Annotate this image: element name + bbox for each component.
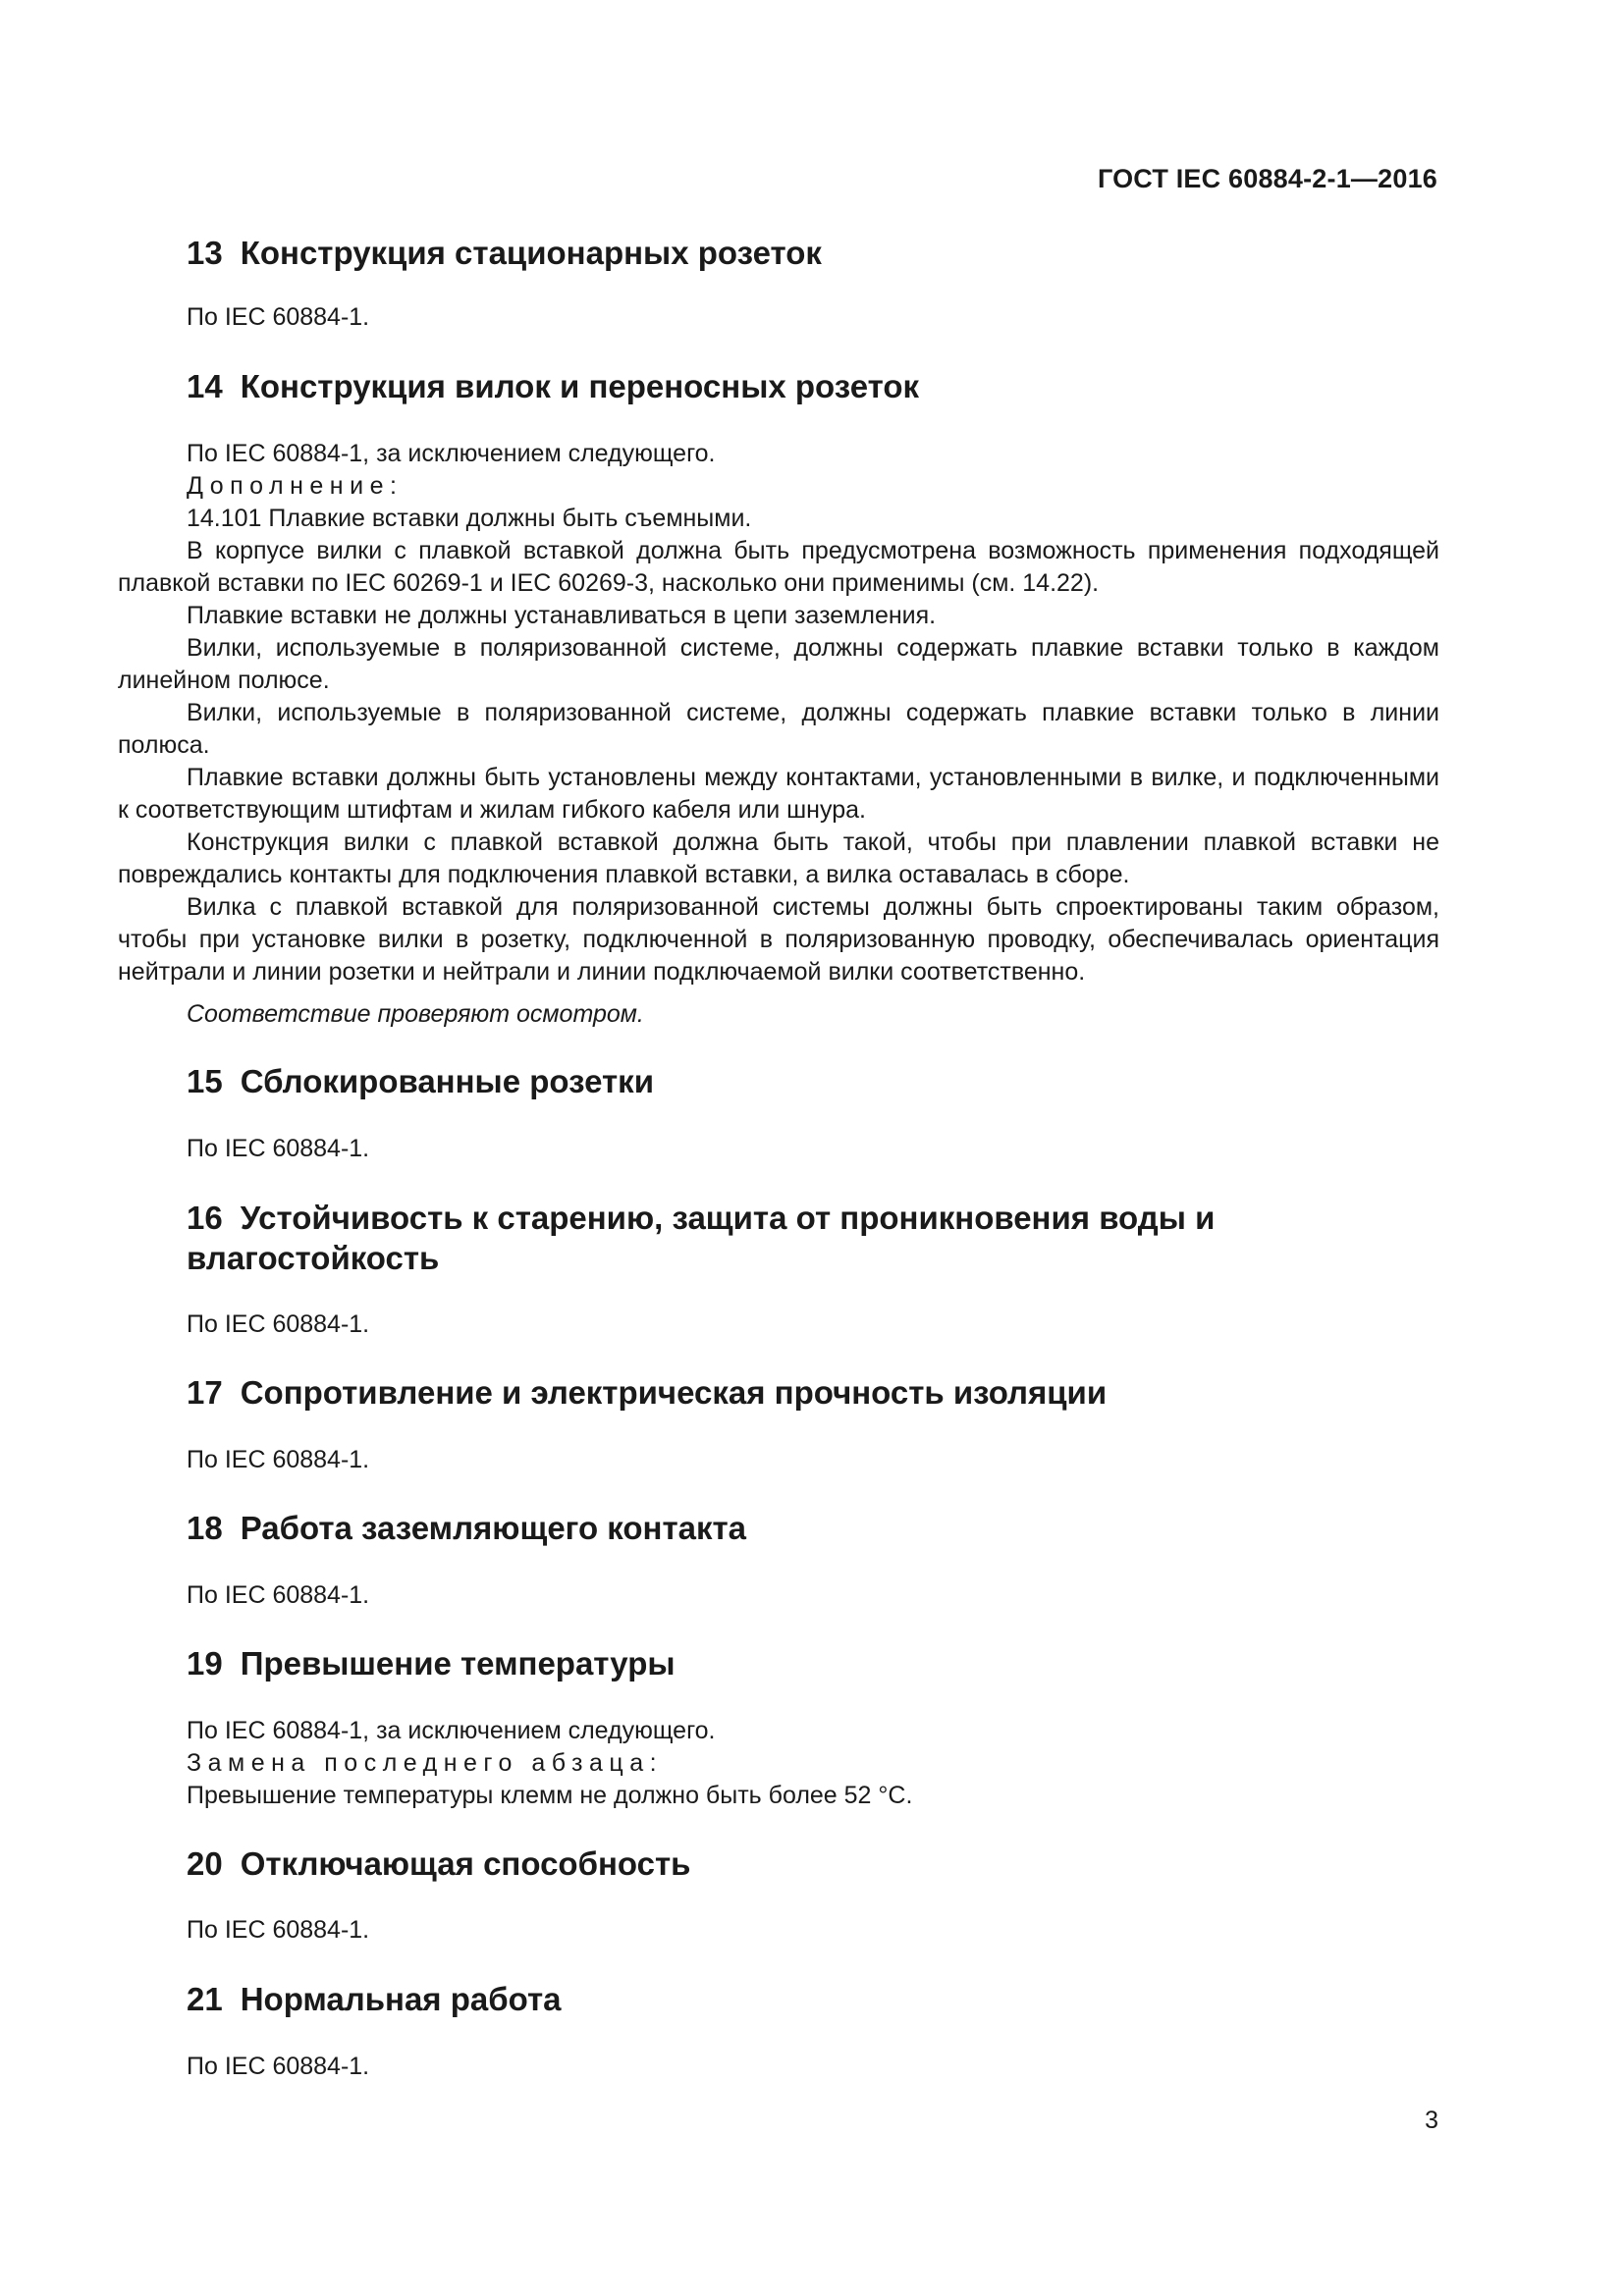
- section-title: Устойчивость к старению, защита от проникновения воды и влагостойкость: [187, 1200, 1216, 1276]
- section-18-text: По IEC 60884-1.: [187, 1581, 370, 1609]
- section-14-amendment-label: Дополнение:: [187, 472, 404, 500]
- section-20-text: По IEC 60884-1.: [187, 1916, 370, 1944]
- section-13-heading: [187, 233, 1439, 273]
- section-title: Отключающая способность: [240, 1845, 691, 1882]
- section-title: Превышение температуры: [240, 1645, 676, 1682]
- section-14-paragraph: Вилки, используемые в поляризованной системе, должны содержать плавкие вставки только в линии полюса.: [118, 699, 1439, 759]
- section-number: 18: [187, 1510, 223, 1546]
- section-title: Нормальная работа: [240, 1981, 562, 2017]
- section-15-text: По IEC 60884-1.: [187, 1135, 370, 1162]
- section-20-heading: [187, 1843, 1439, 1884]
- section-21-text: По IEC 60884-1.: [187, 2053, 370, 2080]
- section-number: 17: [187, 1374, 223, 1411]
- section-14-paragraph: Вилка с плавкой вставкой для поляризованной системы должны быть спроектированы таким образом, чтобы при установке вилки в розетку, подключенной в поляризованную проводку, обеспечивалась ориентация нейтрали и линии розетки и нейтрали и линии подключаемой вилки соответственно.: [118, 893, 1439, 986]
- section-number: 13: [187, 235, 223, 271]
- section-title: Конструкция вилок и переносных розеток: [240, 368, 920, 404]
- section-14-clause: 14.101 Плавкие вставки должны быть съемными.: [187, 505, 752, 532]
- section-number: 16: [187, 1200, 223, 1236]
- section-14-paragraph: По IEC 60884-1, за исключением следующего.: [187, 440, 716, 467]
- section-14-paragraph: Плавкие вставки должны быть установлены между контактами, установленными в вилке, и подключенными к соответствующим штифтам и жилам гибкого кабеля или шнура.: [118, 764, 1439, 824]
- section-19-amendment-label: Замена последнего абзаца:: [187, 1749, 664, 1777]
- section-14-paragraph: Конструкция вилки с плавкой вставкой должна быть такой, чтобы при плавлении плавкой вставки не повреждались контакты для подключения плавкой вставки, а вилка оставалась в сборе.: [118, 828, 1439, 888]
- section-19-paragraph: По IEC 60884-1, за исключением следующего.: [187, 1717, 716, 1744]
- section-title: Сблокированные розетки: [240, 1063, 654, 1099]
- section-21-heading: [187, 1979, 1439, 2019]
- section-16-text: По IEC 60884-1.: [187, 1310, 370, 1338]
- section-title: Конструкция стационарных розеток: [240, 235, 822, 271]
- section-number: 14: [187, 368, 223, 404]
- section-title: Сопротивление и электрическая прочность изоляции: [240, 1374, 1108, 1411]
- section-14-compliance-note: Соответствие проверяют осмотром.: [187, 1000, 644, 1028]
- section-17-heading: [187, 1372, 1439, 1413]
- section-14-paragraph: Вилки, используемые в поляризованной системе, должны содержать плавкие вставки только в каждом линейном полюсе.: [118, 634, 1439, 694]
- section-title: Работа заземляющего контакта: [240, 1510, 747, 1546]
- section-14-paragraph: Плавкие вставки не должны устанавливаться в цепи заземления.: [187, 602, 937, 629]
- section-13-text: По IEC 60884-1.: [187, 303, 370, 331]
- page-number: 3: [1425, 2107, 1438, 2134]
- document-code-header: ГОСТ IEC 60884-2-1—2016: [1097, 164, 1437, 193]
- section-number: 15: [187, 1063, 223, 1099]
- section-number: 20: [187, 1845, 223, 1882]
- section-number: 19: [187, 1645, 223, 1682]
- section-19-heading: [187, 1643, 1439, 1683]
- section-18-heading: [187, 1508, 1439, 1548]
- section-14-paragraph: В корпусе вилки с плавкой вставкой должна быть предусмотрена возможность применения подходящей плавкой вставки по IEC 60269-1 и IEC 60269-3, насколько они применимы (см. 14.22).: [118, 537, 1439, 597]
- section-17-text: По IEC 60884-1.: [187, 1446, 370, 1473]
- section-16-heading: [187, 1198, 1322, 1278]
- section-19-paragraph: Превышение температуры клемм не должно быть более 52 °С.: [187, 1782, 913, 1809]
- section-14-heading: [187, 366, 1439, 406]
- section-15-heading: [187, 1061, 1439, 1101]
- section-number: 21: [187, 1981, 223, 2017]
